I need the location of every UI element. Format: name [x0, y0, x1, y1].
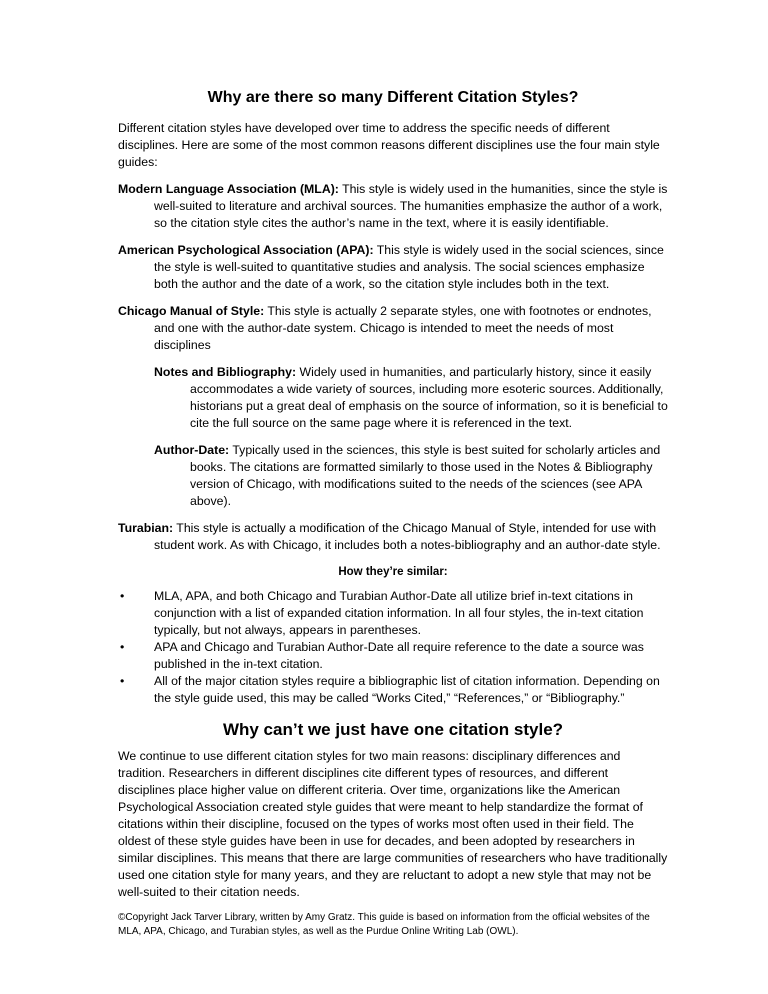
apa-paragraph: [118, 242, 668, 293]
author-date-text: Typically used in the sciences, this style is best suited for scholarly articles and books. The citations are formatted similarly to those used in the Notes & Bibliography version of Chicago, with modifications suited to the needs of the sciences (see APA above).: [190, 443, 661, 508]
similar-list: [118, 588, 668, 707]
chicago-paragraph: [118, 303, 668, 354]
list-item: [118, 639, 668, 673]
mla-paragraph: [118, 181, 668, 232]
notes-label: Notes and Bibliography:: [154, 365, 297, 379]
document-body: [118, 88, 668, 939]
chicago-label: Chicago Manual of Style:: [118, 304, 265, 318]
notes-text: Widely used in humanities, and particularly history, since it easily accommodates a wide variety of sources, including more esoteric sources. Additionally, historians put a great deal of emphasis on the source of information, so it is beneficial to cite the full source on the same page where it is referenced in the text.: [190, 365, 668, 430]
bullet-icon: •: [120, 589, 125, 603]
similar-heading: How they’re similar:: [338, 566, 448, 578]
author-date-label: Author-Date:: [154, 443, 230, 457]
turabian-text: This style is actually a modification of the Chicago Manual of Style, intended for use with student work. As with Chicago, it includes both a notes-bibliography and an author-date style.: [154, 521, 661, 552]
page-title: Why are there so many Different Citation Styles?: [207, 89, 579, 106]
turabian-paragraph: [118, 520, 668, 554]
notes-bibliography-paragraph: [154, 364, 668, 432]
intro-paragraph: Different citation styles have developed over time to address the specific needs of different disciplines. Here are some of the most common reasons different disciplines use the four main style guides:: [118, 121, 660, 169]
author-date-paragraph: [154, 442, 668, 510]
why-paragraph: We continue to use different citation styles for two main reasons: disciplinary differences and tradition. Researchers in different disciplines cite different types of resources, and different disciplines place higher value on different criteria. Over time, organizations like the American Psychological Association created style guides that were meant to help standardize the format of citations within their discipline, focused on the types of works most often used in their field. The oldest of these style guides have been in use for decades, and been adopted by researchers in similar disciplines. This means that there are large communities of researchers who have traditionally used one citation style for many years, and they are reluctant to adopt a new style that may not be well-suited to their citation needs.: [118, 749, 668, 899]
list-item-text: MLA, APA, and both Chicago and Turabian Author-Date all utilize brief in-text citations in conjunction with a list of expanded citation information. In all four styles, the in-text citation typically, but not always, appears in parentheses.: [154, 589, 644, 637]
chicago-text: This style is actually 2 separate styles, one with footnotes or endnotes, and one with the author-date system. Chicago is intended to meet the needs of most disciplines: [154, 304, 652, 352]
bullet-icon: •: [120, 640, 125, 654]
mla-text: This style is widely used in the humanities, since the style is well-suited to literature and archival sources. The humanities emphasize the author of a work, so the citation style cites the author’s name in the text, where it is easily identifiable.: [154, 182, 668, 230]
mla-label: Modern Language Association (MLA):: [118, 182, 339, 196]
list-item: [118, 673, 668, 707]
apa-label: American Psychological Association (APA):: [118, 243, 374, 257]
list-item-text: APA and Chicago and Turabian Author-Date all require reference to the date a source was published in the in-text citation.: [154, 640, 644, 671]
list-item: [118, 588, 668, 639]
turabian-label: Turabian:: [118, 521, 174, 535]
bullet-icon: •: [120, 674, 125, 688]
list-item-text: All of the major citation styles require a bibliographic list of citation information. Depending on the style guide used, this may be called “Works Cited,” “References,” or “Bibliography.”: [154, 674, 660, 705]
section-heading: Why can’t we just have one citation style?: [222, 720, 564, 739]
copyright-footer: ©Copyright Jack Tarver Library, written by Amy Gratz. This guide is based on information from the official websites of the MLA, APA, Chicago, and Turabian styles, as well as the Purdue Online Writing Lab (OWL).: [118, 912, 650, 937]
apa-text: This style is widely used in the social sciences, since the style is well-suited to quantitative studies and analysis. The social sciences emphasize both the author and the date of a work, so the citation style includes both in the text.: [154, 243, 664, 291]
